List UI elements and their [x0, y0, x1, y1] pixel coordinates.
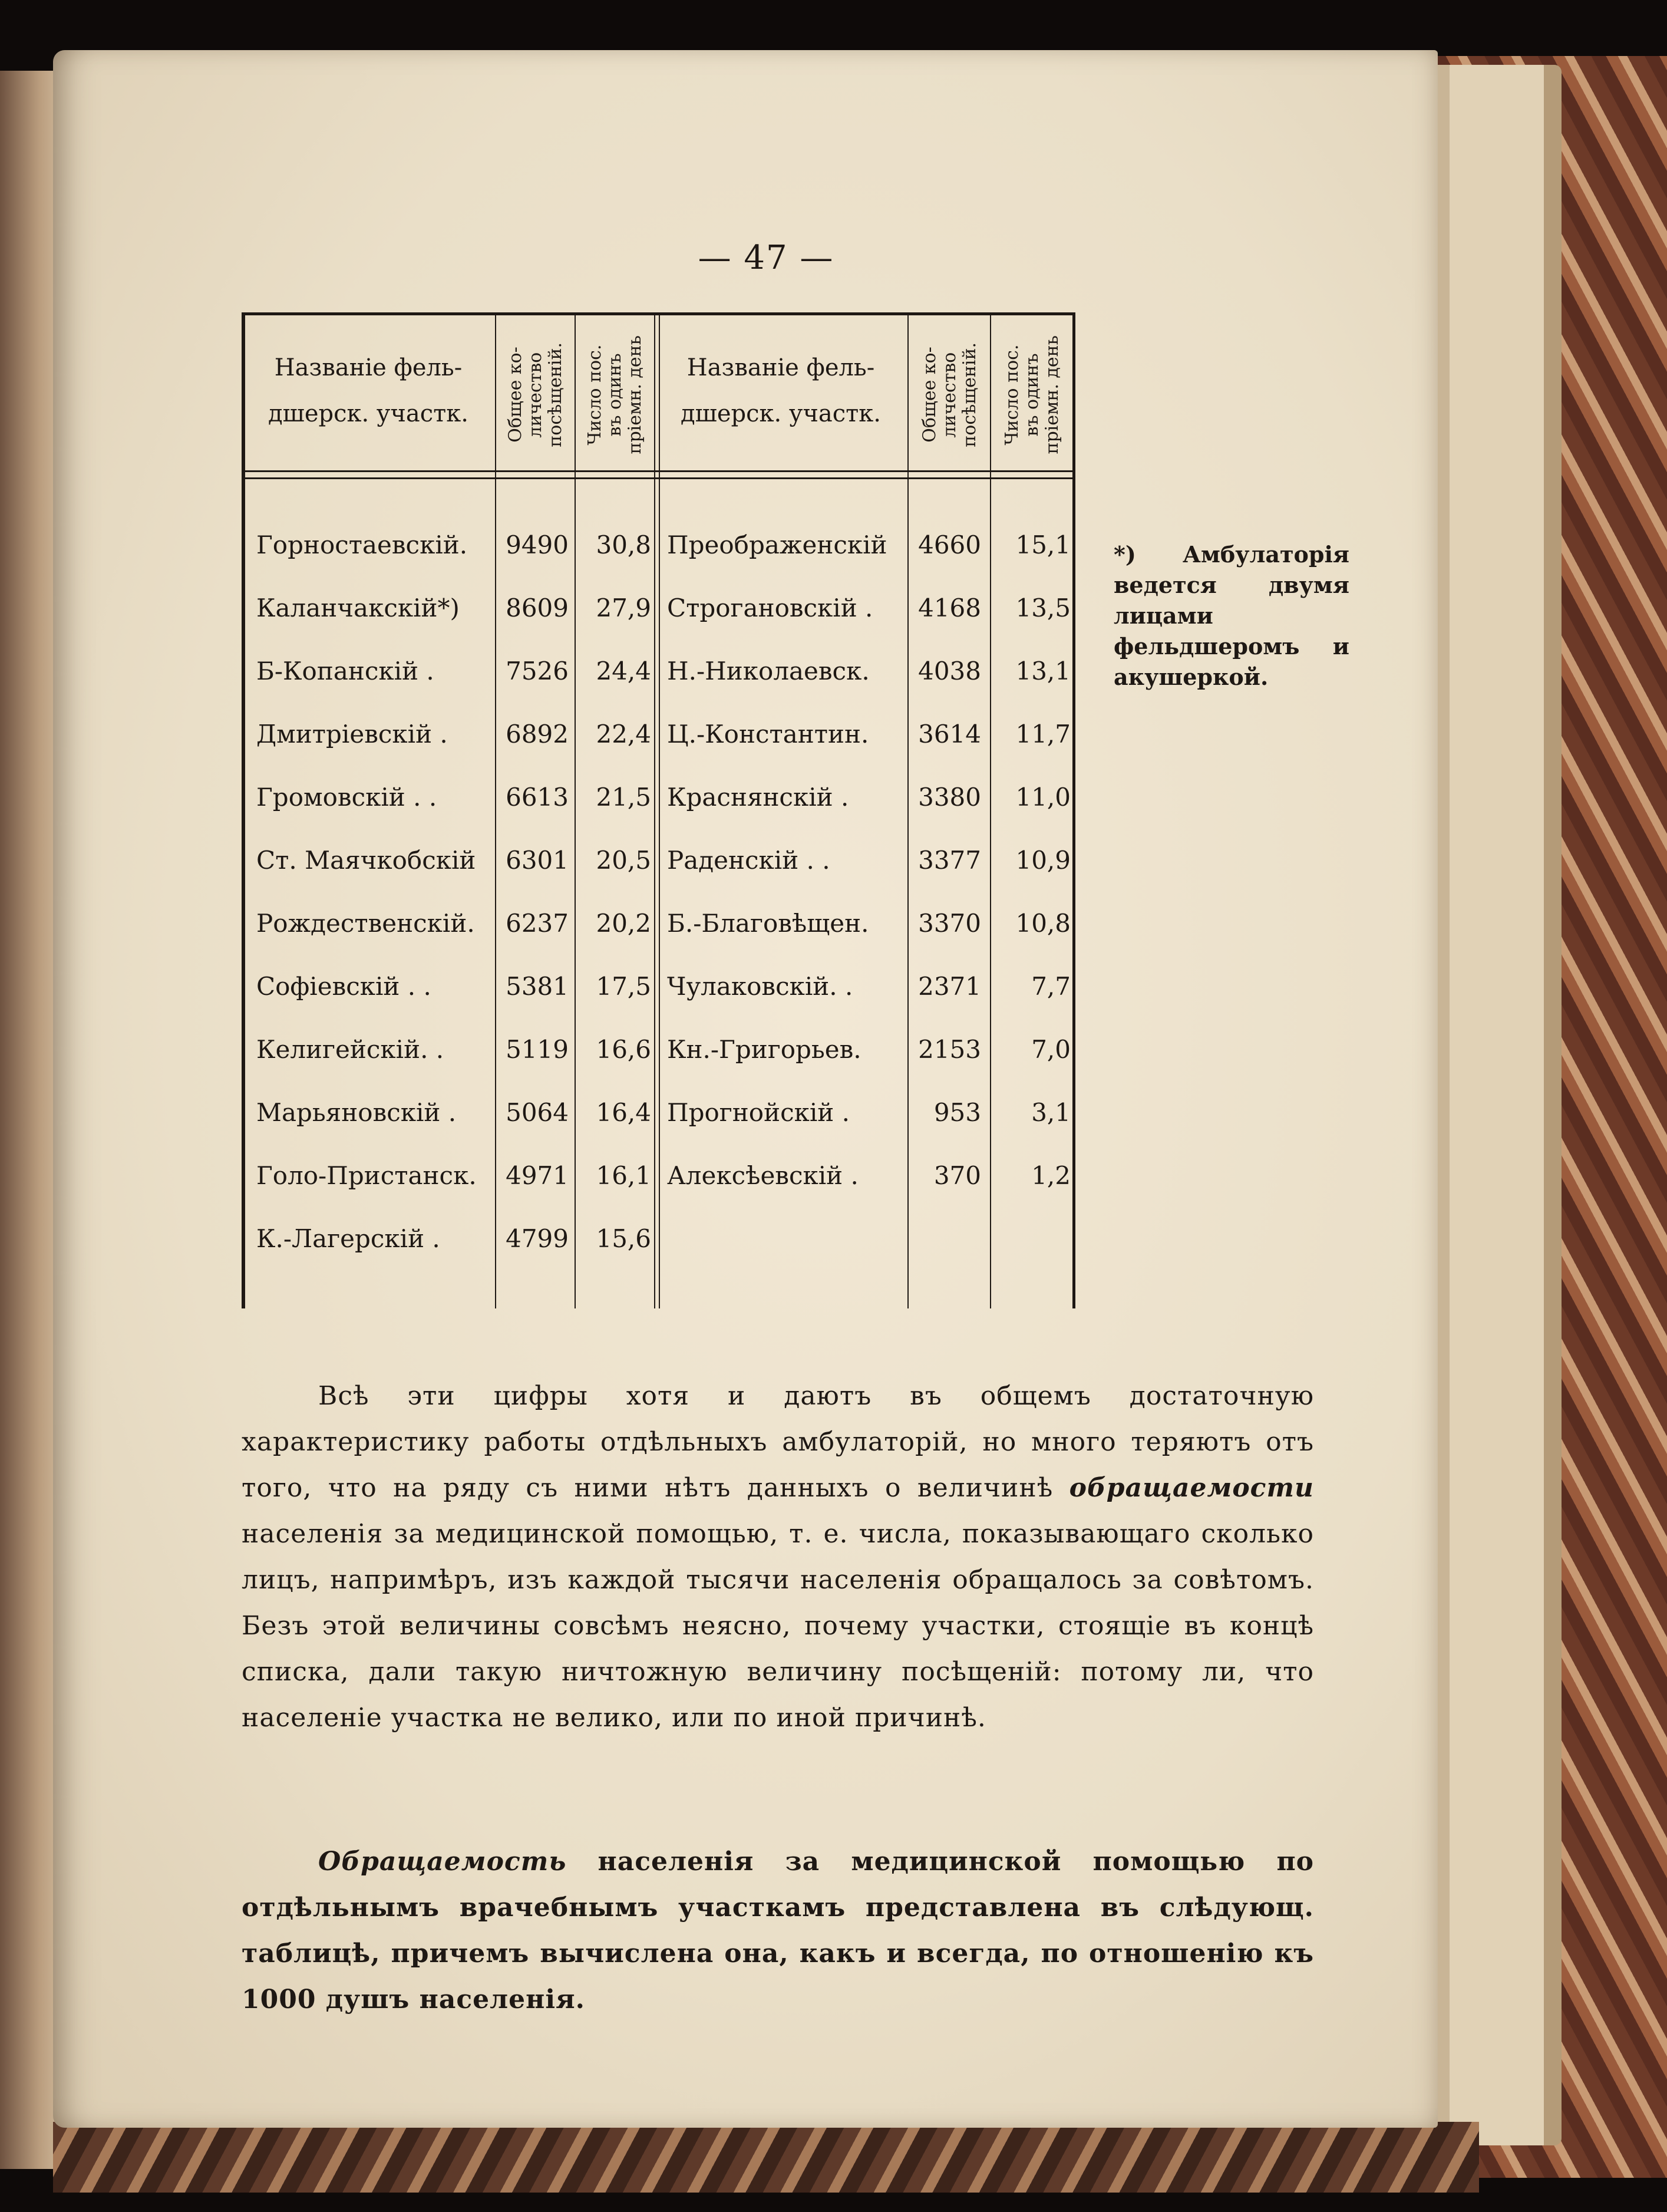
- header-perday-left: Число пос. въ одинъ пріемн. день: [585, 335, 645, 454]
- total-visits: 4799: [506, 1224, 569, 1253]
- total-visits: 5381: [506, 972, 569, 1001]
- visits-per-day: 13,1: [1015, 657, 1071, 685]
- table-left-rule: [242, 312, 245, 1308]
- district-name: Рождественскій.: [256, 909, 475, 938]
- header-name-right: [669, 345, 893, 437]
- total-visits: 6301: [506, 846, 569, 875]
- footnote: *) Амбулаторія ведется двумя лицами фельдшеромъ и акушеркой.: [1114, 541, 1349, 690]
- district-name: Громовскій . .: [256, 783, 437, 812]
- visits-per-day: 10,8: [1015, 909, 1071, 938]
- total-visits: 5064: [506, 1098, 569, 1127]
- visits-per-day: 16,6: [596, 1035, 651, 1064]
- district-name: Б-Копанскій .: [256, 657, 434, 685]
- visits-per-day: 11,0: [1015, 783, 1071, 812]
- visits-per-day: 7,0: [1031, 1035, 1071, 1064]
- col-rule-3: [654, 312, 655, 1308]
- total-visits: 4038: [918, 657, 981, 685]
- header-total-left: Общее ко- личество посѣщеній.: [505, 342, 566, 447]
- total-visits: 370: [933, 1161, 981, 1190]
- header-name-left: [256, 345, 480, 437]
- visits-per-day: 13,5: [1015, 594, 1071, 622]
- col-rule-2: [575, 312, 576, 1308]
- book-cover-bottom: [53, 2122, 1479, 2193]
- emphasis-obrashchaemost: Обращаемость: [318, 1847, 567, 1877]
- district-name: Кн.-Григорьев.: [667, 1035, 861, 1064]
- total-visits: 2371: [918, 972, 981, 1001]
- district-name: Чулаковскій. .: [667, 972, 853, 1001]
- district-name: Дмитріевскій .: [256, 720, 448, 749]
- paragraph-2: Обращаемость населенія за медицинской помощью по отдѣльнымъ врачебнымъ участкамъ представлена въ слѣдующ. таблицѣ, причемъ вычислена она, какъ и всегда, по отношенію къ 1000 душъ населенія.: [242, 1847, 1314, 2015]
- total-visits: 7526: [506, 657, 569, 685]
- col-rule-4: [907, 312, 909, 1308]
- visits-per-day: 15,6: [596, 1224, 651, 1253]
- district-name: Строгановскій .: [667, 594, 873, 622]
- header-name-line-1: Названіе фель-: [686, 354, 875, 381]
- total-visits: 3380: [918, 783, 981, 812]
- total-visits: 3370: [918, 909, 981, 938]
- header-total-right: Общее ко- личество посѣщеній.: [919, 342, 980, 447]
- visits-per-day: 15,1: [1015, 530, 1071, 559]
- district-name: Каланчакскій*): [256, 594, 460, 622]
- visits-per-day: 27,9: [596, 594, 651, 622]
- visits-per-day: 24,4: [596, 657, 651, 685]
- visits-per-day: 21,5: [596, 783, 651, 812]
- total-visits: 9490: [506, 530, 569, 559]
- district-name: Келигейскій. .: [256, 1035, 444, 1064]
- visits-per-day: 30,8: [596, 530, 651, 559]
- district-name: К.-Лагерскій .: [256, 1224, 440, 1253]
- total-visits: 953: [933, 1098, 981, 1127]
- district-name: Софіевскій . .: [256, 972, 431, 1001]
- visits-per-day: 10,9: [1015, 846, 1071, 875]
- visits-per-day: 17,5: [596, 972, 651, 1001]
- district-name: Раденскій . .: [667, 846, 830, 875]
- table-right-rule: [1072, 312, 1075, 1308]
- statistics-table: [242, 312, 1078, 1308]
- total-visits: 2153: [918, 1035, 981, 1064]
- district-name: Горностаевскій.: [256, 530, 468, 559]
- district-name: Ц.-Константин.: [667, 720, 869, 749]
- total-visits: 5119: [506, 1035, 569, 1064]
- visits-per-day: 22,4: [596, 720, 651, 749]
- district-name: Прогнойскій .: [667, 1098, 850, 1127]
- visits-per-day: 16,1: [596, 1161, 651, 1190]
- district-name: Н.-Николаевск.: [667, 657, 870, 685]
- page-stack-edge: [1426, 65, 1562, 2145]
- district-name: Голо-Пристанск.: [256, 1161, 477, 1190]
- total-visits: 6892: [506, 720, 569, 749]
- total-visits: 4168: [918, 594, 981, 622]
- visits-per-day: 7,7: [1031, 972, 1071, 1001]
- paragraph-1: Всѣ эти цифры хотя и даютъ въ общемъ достаточную характеристику работы отдѣльныхъ амбулаторій, но много теряютъ отъ того, что на ряду съ ними нѣтъ данныхъ о величинѣ обращаемости населенія за медицинской помощью, т. е. числа, показывающаго сколько лицъ, напримѣръ, изъ каждой тысячи населенія обращалось за совѣтомъ. Безъ этой величины совсѣмъ неясно, почему участки, стоящіе въ концѣ списка, дали такую ничтожную величину посѣщеній: потому ли, что населеніе участка не велико, или по иной причинѣ.: [242, 1381, 1314, 1733]
- visits-per-day: 1,2: [1031, 1161, 1071, 1190]
- col-rule-5: [990, 312, 991, 1308]
- total-visits: 6237: [506, 909, 569, 938]
- visits-per-day: 20,5: [596, 846, 651, 875]
- page-number: — 47 —: [698, 239, 834, 277]
- book-page: [53, 50, 1438, 2128]
- header-perday-right: Число пос. въ одинъ пріемн. день: [1001, 335, 1062, 454]
- header-name-line-2: дшерск. участк.: [268, 400, 468, 427]
- visits-per-day: 11,7: [1015, 720, 1071, 749]
- col-rule-3b: [659, 312, 660, 1308]
- total-visits: 6613: [506, 783, 569, 812]
- district-name: Алексѣевскій .: [667, 1161, 859, 1190]
- total-visits: 4971: [506, 1161, 569, 1190]
- district-name: Краснянскій .: [667, 783, 849, 812]
- total-visits: 3377: [918, 846, 981, 875]
- header-name-line-1: Названіе фель-: [274, 354, 463, 381]
- visits-per-day: 16,4: [596, 1098, 651, 1127]
- header-name-line-2: дшерск. участк.: [681, 400, 881, 427]
- emphasis-obrashchaemosti: обращаемости: [1069, 1473, 1314, 1503]
- district-name: Преображенскій: [667, 530, 887, 559]
- col-rule-1: [495, 312, 496, 1308]
- district-name: Марьяновскій .: [256, 1098, 457, 1127]
- total-visits: 4660: [918, 530, 981, 559]
- visits-per-day: 3,1: [1031, 1098, 1071, 1127]
- district-name: Б.-Благовѣщен.: [667, 909, 869, 938]
- district-name: Ст. Маячкобскій: [256, 846, 476, 875]
- total-visits: 8609: [506, 594, 569, 622]
- visits-per-day: 20,2: [596, 909, 651, 938]
- total-visits: 3614: [918, 720, 981, 749]
